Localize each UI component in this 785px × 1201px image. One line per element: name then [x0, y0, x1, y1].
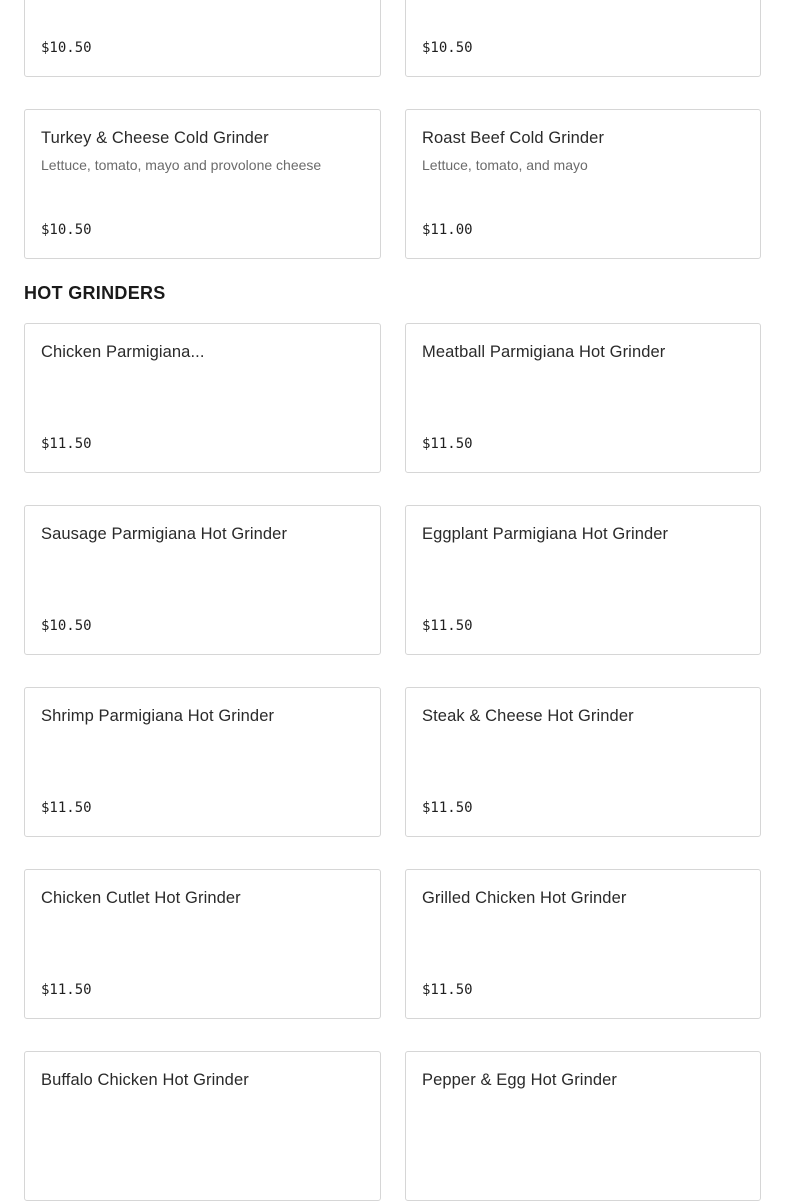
menu-item-price: $11.00: [422, 222, 473, 238]
menu-item-price: $11.50: [422, 618, 473, 634]
menu-item-price: $11.50: [41, 982, 92, 998]
menu-item-name: Eggplant Parmigiana Hot Grinder: [422, 525, 669, 543]
menu-item-price: $10.50: [422, 40, 473, 56]
menu-item-name: Chicken Parmigiana...: [41, 343, 205, 361]
menu-item-price: $11.50: [41, 436, 92, 452]
menu-item-card[interactable]: [24, 1051, 381, 1201]
menu-item-card[interactable]: [405, 1051, 761, 1201]
menu-item-price: $11.50: [422, 982, 473, 998]
menu-item-card[interactable]: [24, 687, 381, 837]
menu-item-name: Chicken Cutlet Hot Grinder: [41, 889, 241, 907]
section-heading: HOT GRINDERS: [24, 283, 166, 303]
menu-item-price: $11.50: [422, 436, 473, 452]
menu-item-name: Turkey & Cheese Cold Grinder: [41, 129, 269, 147]
menu-item-description: Lettuce, tomato, and mayo: [422, 157, 588, 173]
menu-item-price: $11.50: [41, 800, 92, 816]
menu-item-description: Lettuce, tomato, mayo and provolone cheese: [41, 157, 322, 173]
menu-item-card[interactable]: [405, 109, 761, 259]
menu-item-price: $10.50: [41, 222, 92, 238]
menu-item-price: $10.50: [41, 40, 92, 56]
menu-item-name: Sausage Parmigiana Hot Grinder: [41, 525, 288, 543]
menu-item-card[interactable]: [405, 687, 761, 837]
menu-item-name: Steak & Cheese Hot Grinder: [422, 707, 634, 725]
menu-item-card[interactable]: [24, 505, 381, 655]
menu-item-name: Pepper & Egg Hot Grinder: [422, 1071, 618, 1089]
menu-item-card[interactable]: [405, 505, 761, 655]
menu-item-name: Roast Beef Cold Grinder: [422, 129, 605, 147]
menu-item-price: $10.50: [41, 618, 92, 634]
menu-item-name: Buffalo Chicken Hot Grinder: [41, 1071, 249, 1089]
menu-item-card[interactable]: [405, 323, 761, 473]
menu-item-card[interactable]: [24, 323, 381, 473]
menu-item-card[interactable]: [405, 0, 761, 77]
menu-item-name: Grilled Chicken Hot Grinder: [422, 889, 627, 907]
menu-item-price: $11.50: [422, 800, 473, 816]
menu-item-name: Shrimp Parmigiana Hot Grinder: [41, 707, 275, 725]
menu-item-name: Meatball Parmigiana Hot Grinder: [422, 343, 666, 361]
menu-item-card[interactable]: [24, 869, 381, 1019]
menu-item-card[interactable]: [24, 109, 381, 259]
menu-item-card[interactable]: [405, 869, 761, 1019]
menu-item-card[interactable]: [24, 0, 381, 77]
